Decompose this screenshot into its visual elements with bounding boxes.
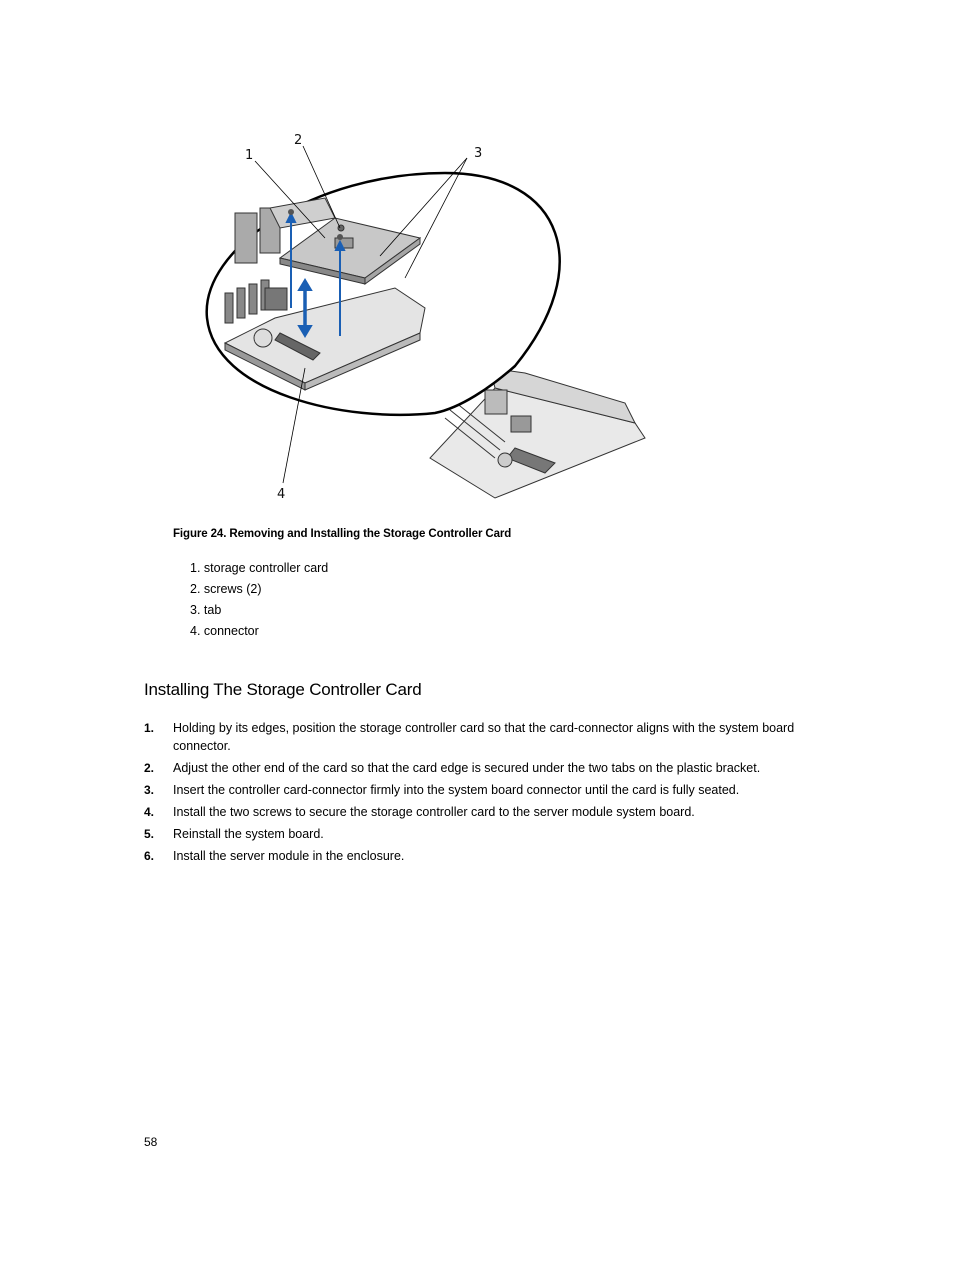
callout-2: 2 — [294, 133, 303, 148]
step-item — [144, 803, 834, 821]
page-number: 58 — [144, 1135, 158, 1149]
figure-caption: Figure 24. Removing and Installing the Storage Controller Card — [173, 528, 512, 540]
figure-illustration — [195, 128, 655, 503]
section-title: Installing The Storage Controller Card — [144, 680, 422, 699]
step-text: Install the two screws to secure the storage controller card to the server module system board. — [173, 805, 695, 819]
step-item — [144, 825, 834, 843]
storage-controller-illustration — [195, 128, 655, 503]
callout-1: 1 — [245, 148, 254, 163]
step-item — [144, 781, 834, 799]
step-number: 6. — [144, 849, 155, 863]
step-text: Reinstall the system board. — [173, 827, 324, 841]
figure-legend — [190, 559, 328, 643]
step-text: Install the server module in the enclosure. — [173, 849, 405, 863]
callout-4: 4 — [277, 487, 286, 502]
step-number: 5. — [144, 827, 155, 841]
legend-item: 3. tab — [190, 603, 222, 617]
installation-steps — [144, 719, 834, 869]
legend-item: 1. storage controller card — [190, 561, 329, 575]
step-text: Adjust the other end of the card so that the card edge is secured under the two tabs on the plastic bracket. — [173, 761, 761, 775]
step-item — [144, 719, 834, 755]
screw-icon — [288, 209, 294, 215]
legend-item: 4. connector — [190, 624, 259, 638]
step-text: Holding by its edges, position the storage controller card so that the card-connector aligns with the system board connector. — [173, 721, 795, 753]
step-number: 4. — [144, 805, 155, 819]
step-item — [144, 759, 834, 777]
legend-item: 2. screws (2) — [190, 582, 262, 596]
screw-icon — [337, 234, 343, 240]
step-text: Insert the controller card-connector firmly into the system board connector until the card is fully seated. — [173, 783, 740, 797]
step-item — [144, 847, 834, 865]
callout-3: 3 — [474, 146, 483, 161]
step-number: 1. — [144, 721, 155, 735]
step-number: 3. — [144, 783, 155, 797]
step-number: 2. — [144, 761, 155, 775]
